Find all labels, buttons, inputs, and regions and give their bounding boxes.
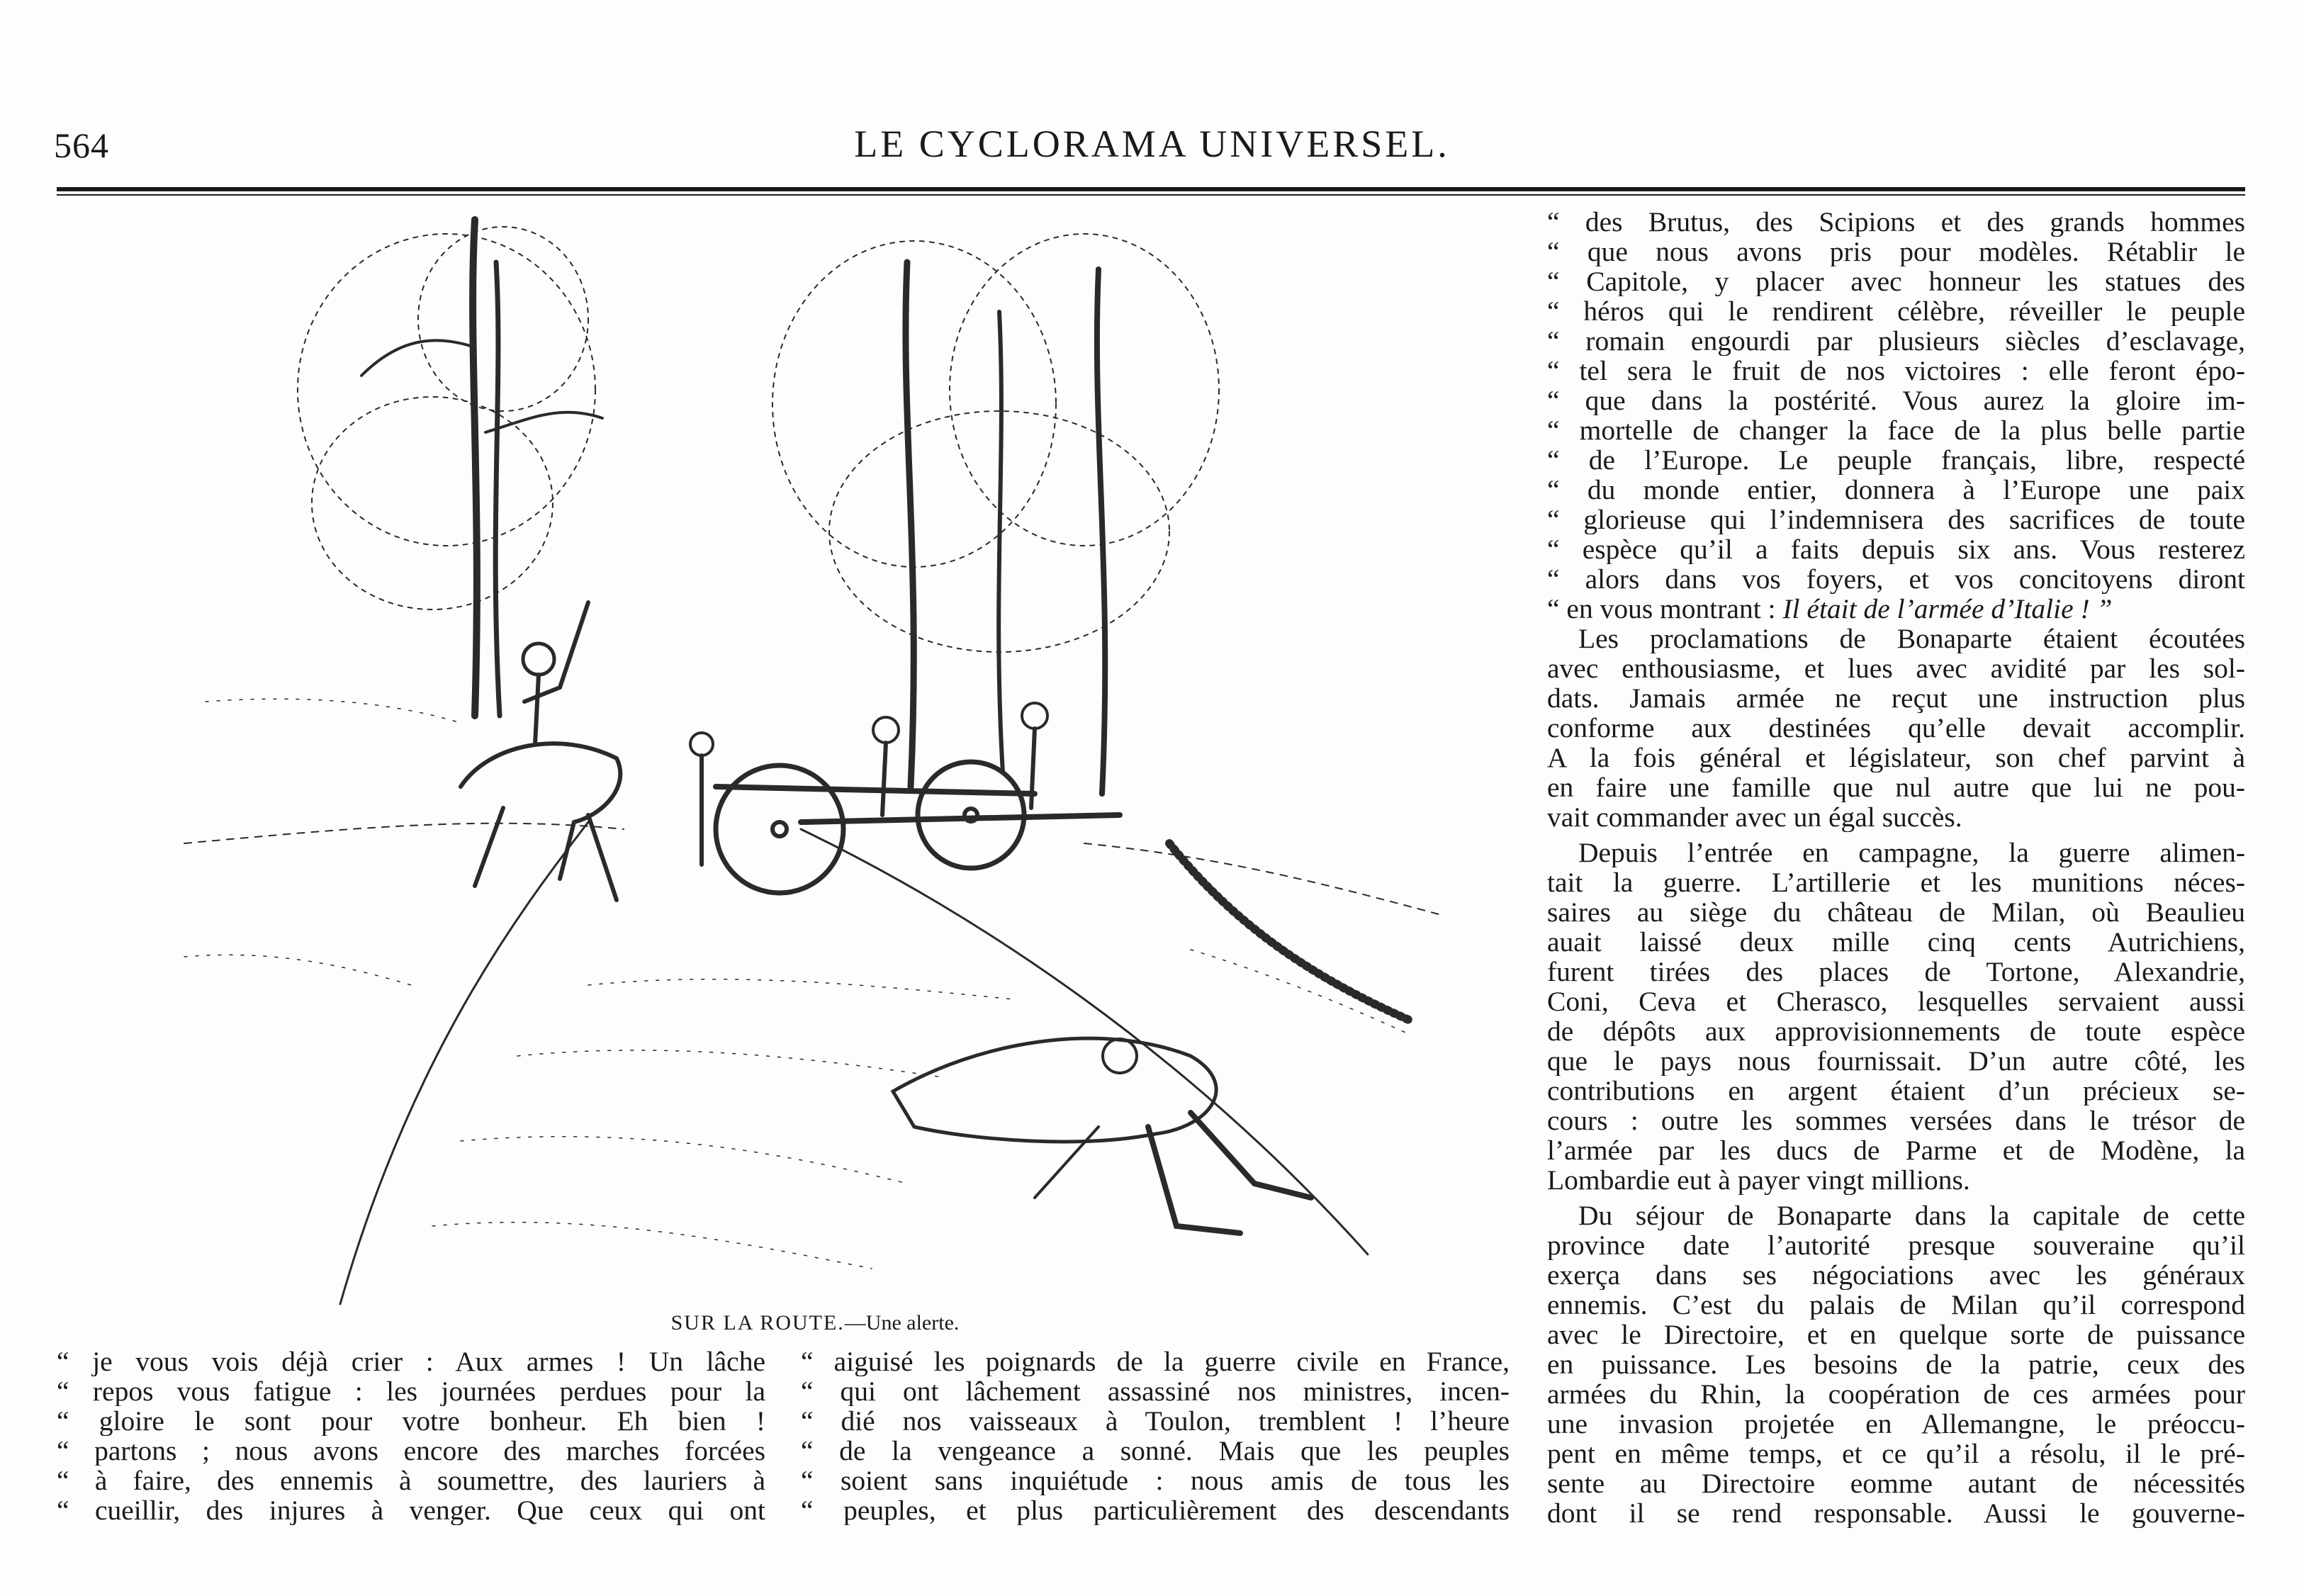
paragraph xyxy=(1547,838,2245,1195)
text-line: “ alors dans vos foyers, et vos concitoyens diront xyxy=(1547,564,2245,594)
text-line: pent en même temps, et ce qu’il a résolu, il le pré- xyxy=(1547,1439,2245,1468)
text-line: que le pays nous fournissait. D’un autre côté, les xyxy=(1547,1046,2245,1076)
text-line: exerça dans ses négociations avec les généraux xyxy=(1547,1260,2245,1290)
text-line: une invasion projetée en Allemangne, le préoccu- xyxy=(1547,1409,2245,1439)
text-line: cours : outre les sommes versées dans le trésor de xyxy=(1547,1106,2245,1135)
text-line: en puissance. Les besoins de la patrie, ceux des xyxy=(1547,1349,2245,1379)
text-line: “ glorieuse qui l’indemnisera des sacrifices de toute xyxy=(1547,505,2245,534)
text-line: “ que nous avons pris pour modèles. Rétablir le xyxy=(1547,237,2245,266)
text-line: “ gloire le sont pour votre bonheur. Eh bien ! xyxy=(57,1406,765,1436)
page-number: 564 xyxy=(54,125,109,165)
text-line: “ tel sera le fruit de nos victoires : elle feront épo- xyxy=(1547,356,2245,386)
text-line: “ peuples, et plus particulièrement des descendants xyxy=(801,1495,1510,1525)
text-line: avec enthousiasme, et lues avec avidité par les sol- xyxy=(1547,653,2245,683)
engraving-drawing xyxy=(163,206,1474,1308)
quote-last-prefix: “ en vous montrant : xyxy=(1547,594,1783,624)
text-line: “ à faire, des ennemis à soumettre, des lauriers à xyxy=(57,1466,765,1495)
right-column xyxy=(1547,207,2245,1528)
text-line: Coni, Ceva et Cherasco, lesquelles servaient aussi xyxy=(1547,987,2245,1016)
text-line: “ dié nos vaisseaux à Toulon, tremblent ! l’heure xyxy=(801,1406,1510,1436)
text-line: ennemis. C’est du palais de Milan qu’il correspond xyxy=(1547,1290,2245,1320)
text-line: “ partons ; nous avons encore des marches forcées xyxy=(57,1436,765,1466)
text-line: armées du Rhin, la coopération de ces armées pour xyxy=(1547,1379,2245,1409)
text-line: “ des Brutus, des Scipions et des grands hommes xyxy=(1547,207,2245,237)
text-line: “ Capitole, y placer avec honneur les statues des xyxy=(1547,266,2245,296)
text-line: “ que dans la postérité. Vous aurez la gloire im- xyxy=(1547,386,2245,415)
text-line: “ je vous vois déjà crier : Aux armes ! Un lâche xyxy=(57,1347,765,1376)
text-line: “ du monde entier, donnera à l’Europe une paix xyxy=(1547,475,2245,505)
text-line: “ aiguisé les poignards de la guerre civile en France, xyxy=(801,1347,1510,1376)
text-line: en faire une famille que nul autre que lui ne pou- xyxy=(1547,772,2245,802)
text-line: auait laissé deux mille cinq cents Autrichiens, xyxy=(1547,927,2245,957)
text-line: vait commander avec un égal succès. xyxy=(1547,802,1962,832)
text-line: “ espèce qu’il a faits depuis six ans. Vous resterez xyxy=(1547,534,2245,564)
proclamation-quote xyxy=(1547,207,2245,624)
text-line: furent tirées des places de Tortone, Alexandrie, xyxy=(1547,957,2245,987)
text-line: province date l’autorité presque souveraine qu’il xyxy=(1547,1230,2245,1260)
text-line: saires au siège du château de Milan, où Beaulieu xyxy=(1547,897,2245,927)
text-line: avec le Directoire, et en quelque sorte de puissance xyxy=(1547,1320,2245,1349)
text-line: tait la guerre. L’artillerie et les munitions néces- xyxy=(1547,867,2245,897)
text-line: A la fois général et législateur, son chef parvint à xyxy=(1547,743,2245,772)
text-line: de dépôts aux approvisionnements de toute espèce xyxy=(1547,1016,2245,1046)
text-line: “ mortelle de changer la face de la plus belle partie xyxy=(1547,415,2245,445)
text-line: Les proclamations de Bonaparte étaient écoutées xyxy=(1578,624,2245,653)
text-line: “ soient sans inquiétude : nous amis de tous les xyxy=(801,1466,1510,1495)
text-line: conforme aux destinées qu’elle devait accomplir. xyxy=(1547,713,2245,743)
quote-last-italic: Il était de l’armée d’Italie ! ” xyxy=(1782,594,2113,624)
header-rule-thin xyxy=(57,194,2245,196)
text-line: Du séjour de Bonaparte dans la capitale de cette xyxy=(1578,1201,2245,1230)
text-line: contributions en argent étaient d’un précieux se- xyxy=(1547,1076,2245,1106)
paragraph xyxy=(1547,1201,2245,1528)
caption-main: SUR LA ROUTE. xyxy=(670,1311,845,1334)
text-line: “ héros qui le rendirent célèbre, réveiller le peuple xyxy=(1547,296,2245,326)
text-line: “ de la vengeance a sonné. Mais que les peuples xyxy=(801,1436,1510,1466)
left-column xyxy=(57,1347,765,1525)
text-line: l’armée par les ducs de Parme et de Modène, la xyxy=(1547,1135,2245,1165)
text-line: Depuis l’entrée en campagne, la guerre alimen- xyxy=(1578,838,2245,867)
text-line: dats. Jamais armée ne reçut une instruction plus xyxy=(1547,683,2245,713)
caption-sub: —Une alerte. xyxy=(844,1311,960,1334)
text-line xyxy=(1547,594,2245,624)
middle-column xyxy=(801,1347,1510,1525)
text-line: “ de l’Europe. Le peuple français, libre, respecté xyxy=(1547,445,2245,475)
text-line: Lombardie eut à payer vingt millions. xyxy=(1547,1165,1970,1195)
text-line: “ qui ont lâchement assassiné nos ministres, incen- xyxy=(801,1376,1510,1406)
running-title: LE CYCLORAMA UNIVERSEL. xyxy=(854,123,1450,165)
text-line: “ repos vous fatigue : les journées perdues pour la xyxy=(57,1376,765,1406)
text-line: dont il se rend responsable. Aussi le gouverne- xyxy=(1547,1498,2245,1528)
paragraph xyxy=(1547,624,2245,832)
header-rule-thick xyxy=(57,187,2245,191)
text-line: “ cueillir, des injures à venger. Que ceux qui ont xyxy=(57,1495,765,1525)
text-line: “ romain engourdi par plusieurs siècles d’esclavage, xyxy=(1547,326,2245,356)
figure-caption xyxy=(425,1311,1205,1335)
text-line: sente au Directoire eomme autant de nécessités xyxy=(1547,1468,2245,1498)
engraving-illustration xyxy=(163,206,1474,1308)
